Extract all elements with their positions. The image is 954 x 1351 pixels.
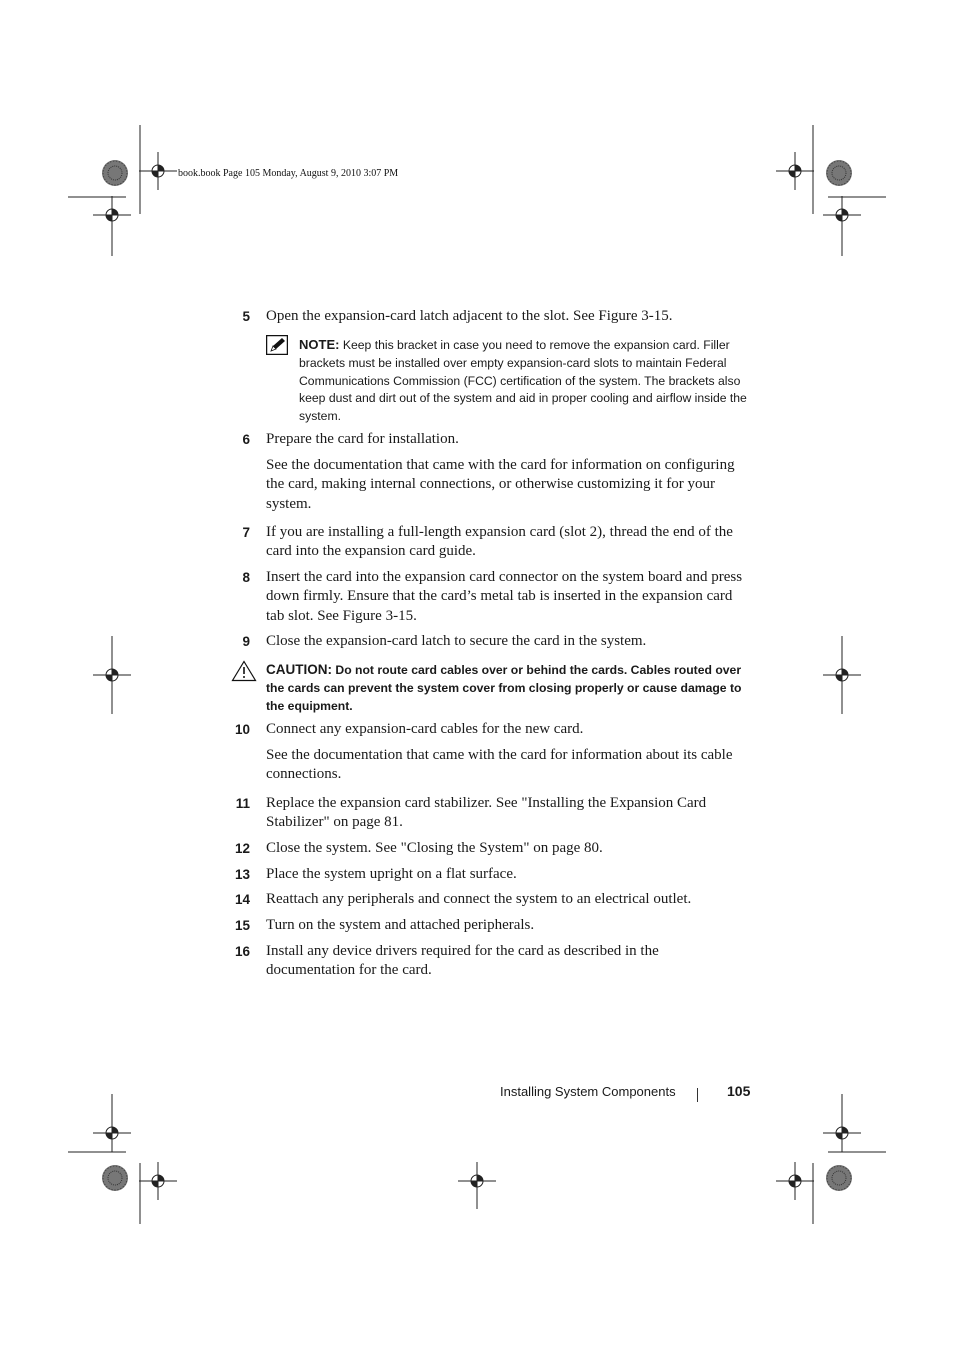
footer-section-title: Installing System Components	[500, 1084, 676, 1099]
footer-divider	[697, 1088, 698, 1102]
step-number: 15	[234, 918, 250, 933]
step-text: Reattach any peripherals and connect the system to an electrical outlet.	[266, 891, 692, 907]
caution-label: CAUTION:	[266, 662, 332, 677]
step-text: Insert the card into the expansion card connector on the system board and press down firmly. Ensure that the card’s metal tab is inserted in the expansion card tab slot. See Figure 3-15.	[266, 569, 743, 624]
page-number: 105	[727, 1083, 751, 1099]
step-number: 9	[242, 634, 250, 649]
warning-triangle-icon	[231, 660, 257, 682]
step-number: 6	[242, 432, 250, 447]
step-number: 14	[234, 892, 250, 907]
print-header-slug: book.book Page 105 Monday, August 9, 2010 3:07 PM	[178, 168, 399, 179]
step-text: Close the system. See "Closing the System" on page 80.	[266, 840, 603, 856]
step-number: 12	[234, 841, 250, 856]
step-number: 7	[242, 525, 250, 540]
pencil-icon	[266, 335, 288, 355]
step-text: Replace the expansion card stabilizer. See "Installing the Expansion Card Stabilizer" on page 81.	[266, 795, 707, 831]
step-text: Close the expansion-card latch to secure the card in the system.	[266, 633, 647, 649]
note-text: Keep this bracket in case you need to remove the expansion card. Filler brackets must be installed over empty expansion-card slots to maintain Federal Communications Commission (FCC) certification of the system. The brackets also keep dust and dirt out of the system and aid in proper cooling and airflow inside the system.	[299, 338, 747, 424]
step-number: 11	[235, 796, 250, 811]
caution-text: Do not route card cables over or behind the cards. Cables routed over the cards can prevent the system cover from closing properly or cause damage to the equipment.	[266, 663, 742, 713]
step-paragraph: See the documentation that came with the card for information about its cable connections.	[266, 747, 733, 783]
caution-callout	[266, 661, 746, 715]
step-number: 8	[242, 570, 250, 585]
step-number: 16	[234, 944, 250, 959]
note-callout	[299, 336, 749, 426]
step-text: Prepare the card for installation.	[266, 431, 459, 447]
step-paragraph: See the documentation that came with the card for information on configuring the card, making internal connections, or otherwise customizing it for your system.	[266, 457, 735, 512]
step-text: If you are installing a full-length expansion card (slot 2), thread the end of the card into the expansion card guide.	[266, 524, 733, 560]
note-label: NOTE:	[299, 337, 340, 352]
step-number: 10	[234, 722, 250, 737]
step-text: Turn on the system and attached peripherals.	[266, 917, 535, 933]
step-number: 5	[242, 309, 250, 324]
step-text: Place the system upright on a flat surface.	[266, 866, 517, 882]
step-number: 13	[234, 867, 250, 882]
step-text: Install any device drivers required for the card as described in the documentation for the card.	[266, 943, 659, 979]
step-text: Open the expansion-card latch adjacent to the slot. See Figure 3-15.	[266, 308, 673, 324]
step-text: Connect any expansion-card cables for the new card.	[266, 721, 584, 737]
